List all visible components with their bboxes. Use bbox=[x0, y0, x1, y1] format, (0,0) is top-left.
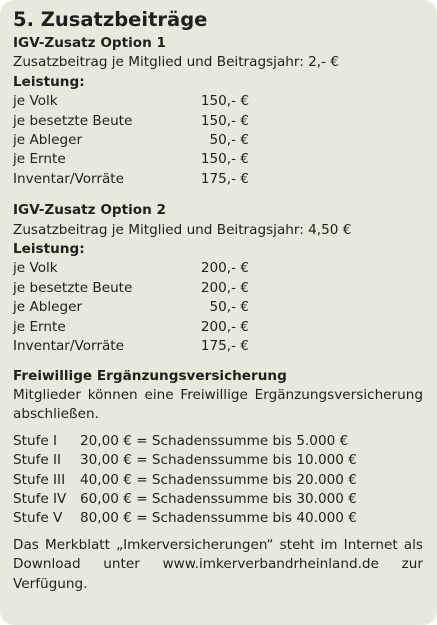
item-amount: 200,- € bbox=[200, 260, 249, 277]
stufe-text: 40,00 € = Schadenssumme bis 20.000 € bbox=[80, 471, 357, 488]
stufe-text: 20,00 € = Schadenssumme bis 5.000 € bbox=[80, 432, 349, 449]
stufe-row bbox=[13, 432, 423, 451]
option-2-item bbox=[13, 279, 423, 298]
option-2-beitrag: Zusatzbeitrag je Mitglied und Beitragsjahr: 4,50 € bbox=[13, 221, 352, 238]
freiwillig-text: Mitglieder können eine Freiwillige Ergänzungsversicherung abschließen. bbox=[13, 386, 423, 423]
item-amount: 150,- € bbox=[200, 151, 249, 168]
item-label: je Volk bbox=[13, 260, 58, 277]
option-2-item bbox=[13, 337, 423, 356]
stufe-label: Stufe III bbox=[13, 471, 66, 488]
merkblatt-note: Das Merkblatt „Imkerversicherungen“ steht im Internet als Download unter www.imkerverbandrheinland.de zur Verfügung. bbox=[13, 536, 423, 592]
item-label: je Ernte bbox=[13, 318, 66, 335]
item-label: je Ableger bbox=[13, 299, 83, 316]
stufe-text: 30,00 € = Schadenssumme bis 10.000 € bbox=[80, 452, 357, 469]
item-amount: 175,- € bbox=[200, 170, 249, 187]
stufe-row bbox=[13, 490, 423, 509]
option-1-item bbox=[13, 112, 423, 131]
stufe-row bbox=[13, 451, 423, 470]
item-amount: 50,- € bbox=[209, 299, 249, 316]
option-2-leistung-label: Leistung: bbox=[13, 241, 85, 258]
option-1-heading: IGV-Zusatz Option 1 bbox=[13, 35, 166, 51]
stufe-label: Stufe V bbox=[13, 510, 63, 527]
option-1-beitrag: Zusatzbeitrag je Mitglied und Beitragsjahr: 2,- € bbox=[13, 54, 339, 71]
stufe-text: 60,00 € = Schadenssumme bis 30.000 € bbox=[80, 490, 357, 507]
freiwillig-heading: Freiwillige Ergänzungsversicherung bbox=[13, 367, 287, 384]
item-amount: 150,- € bbox=[200, 112, 249, 129]
item-label: Inventar/Vorräte bbox=[13, 170, 124, 187]
item-amount: 150,- € bbox=[200, 93, 249, 110]
stufe-label: Stufe IV bbox=[13, 490, 67, 507]
option-2-heading: IGV-Zusatz Option 2 bbox=[13, 202, 166, 219]
item-label: je Ableger bbox=[13, 132, 83, 149]
stufe-label: Stufe I bbox=[13, 432, 58, 449]
option-2-item bbox=[13, 298, 423, 317]
item-amount: 175,- € bbox=[200, 338, 249, 355]
option-1-item bbox=[13, 131, 423, 150]
stufe-label: Stufe II bbox=[13, 452, 62, 469]
option-2-block bbox=[13, 201, 423, 356]
option-1-item bbox=[13, 170, 423, 189]
option-1-leistung-label: Leistung: bbox=[13, 73, 85, 90]
item-label: Inventar/Vorräte bbox=[13, 338, 124, 355]
option-2-item bbox=[13, 318, 423, 337]
stufe-row bbox=[13, 471, 423, 490]
option-2-item bbox=[13, 259, 423, 278]
item-amount: 200,- € bbox=[200, 318, 249, 335]
item-label: je besetzte Beute bbox=[13, 279, 133, 296]
item-label: je Ernte bbox=[13, 151, 66, 168]
item-amount: 200,- € bbox=[200, 279, 249, 296]
option-1-block bbox=[13, 34, 423, 189]
option-1-item bbox=[13, 92, 423, 111]
freiwillig-block bbox=[13, 367, 423, 594]
item-label: je Volk bbox=[13, 93, 58, 110]
section-title: 5. Zusatzbeiträge bbox=[13, 8, 208, 31]
item-amount: 50,- € bbox=[209, 132, 249, 149]
option-1-item bbox=[13, 150, 423, 169]
stufe-row bbox=[13, 509, 423, 528]
stufe-text: 80,00 € = Schadenssumme bis 40.000 € bbox=[80, 510, 357, 527]
item-label: je besetzte Beute bbox=[13, 112, 133, 129]
